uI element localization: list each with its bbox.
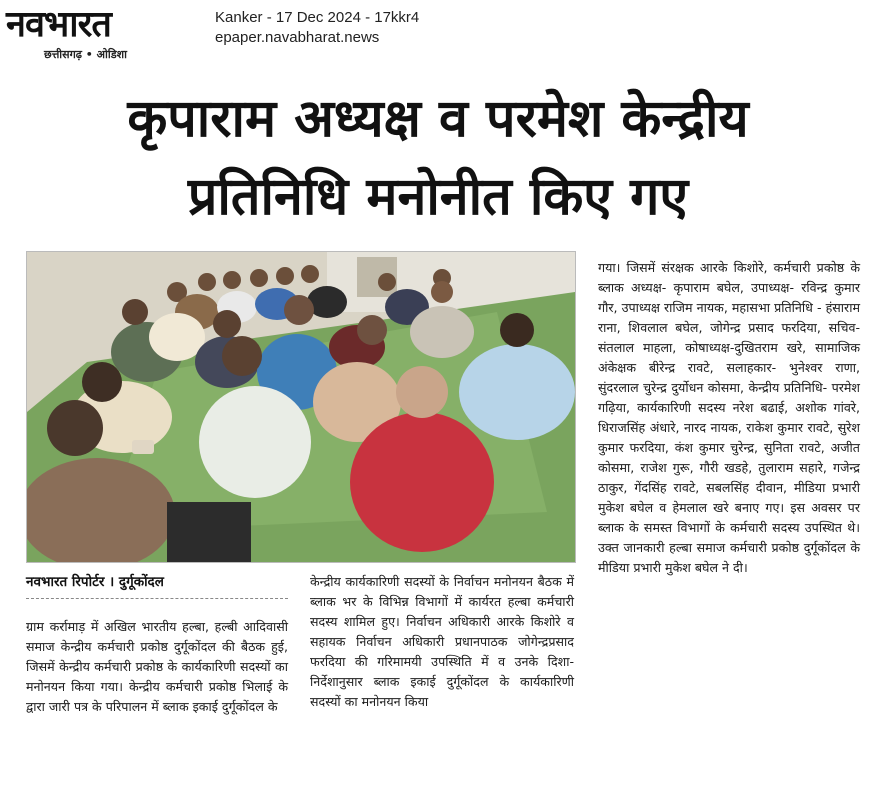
headline-line-2: प्रतिनिधि मनोनीत किए गए	[187, 167, 689, 227]
newspaper-logo	[6, 4, 198, 64]
byline-divider	[26, 598, 288, 599]
byline: नवभारत रिपोर्टर । दुर्गूकोंदल	[26, 574, 164, 590]
article-column-2: केन्द्रीय कार्यकारिणी सदस्यों के निर्वाचन मनोनयन बैठक में ब्लाक भर के विभिन्न विभागों में कार्यरत हल्बा कर्मचारी सदस्य शामिल हुए। निर्वाचन अधिकारी आरके किशोरे व सहायक निर्वाचन अधिकारी प्रधानपाठक जोगेन्द्रप्रसाद फरदिया की गरिमामयी उपस्थिति में व उनके दिशा-निर्देशानुसार ब्लाक इकाई दुर्गूकोंदल के कार्यकारिणी सदस्यों का मनोनयन किया	[310, 574, 574, 709]
logo-subtitle: छत्तीसगढ़ • ओडिशा	[44, 48, 127, 61]
epaper-site: epaper.navabharat.news	[215, 29, 380, 46]
masthead	[0, 0, 876, 70]
article-headline	[0, 80, 876, 236]
article-column-1: ग्राम कर्रामाड़ में अखिल भारतीय हल्बा, हल्बी आदिवासी समाज केन्द्रीय कर्मचारी प्रकोष्ठ दुर्गूकोंदल की बैठक हुई, जिसमें केन्द्रीय कर्मचारी प्रकोष्ठ के कार्यकारिणी सदस्यों का मनोनयन किया गया। केन्द्रीय कर्मचारी प्रकोष्ठ भिलाई के द्वारा जारी पत्र के परिपालन में ब्लाक इकाई दुर्गूकोंदल के	[26, 619, 288, 714]
edition-line: Kanker - 17 Dec 2024 - 17kkr4	[215, 9, 420, 26]
meeting-photo	[26, 251, 576, 563]
edition-info	[215, 8, 419, 48]
meeting-photo-illustration	[27, 252, 575, 562]
article-column-3: गया। जिसमें संरक्षक आरके किशोरे, कर्मचारी प्रकोष्ठ के ब्लाक अध्यक्ष- कृपाराम बघेल, उपाध्यक्ष- रविन्द्र कुमार गौर, उपाध्यक्ष राजिम नायक, महासभा प्रतिनिधि - हंसाराम राना, शिवलाल बघेल, जोगेन्द्र प्रसाद फरदिया, सचिव- संतलाल माहला, कोषाध्यक्ष-दुखितराम खरे, सामाजिक अंकेक्षक बीरेन्द्र रावटे, सलाहकार- भुनेश्वर राणा, सुंदरलाल चुरेन्द्र दुर्योधन कोसमा, केन्द्रीय प्रतिनिधि- परमेश गढ़िया, कार्यकारिणी सदस्य नरेश बढाई, अशोक गांवरे, धिराजसिंह अंधारे, नारद नायक, राकेश कुमार रावटे, सुरेश कुमार फरदिया, कंश कुमार चुरेन्द्र, सुनिता रावटे, अजीत कोसमा, राजेश गुरू, गौरी खडहे, तुलाराम सहारे, गजेन्द्र ठाकुर, गेंदसिंह रावटे, सबलसिंह दीवान, मीडिया प्रभारी मुकेश बघेल व हेमलाल खरे बनाए गए। इस अवसर पर ब्लाक के समस्त विभागों के कर्मचारी सदस्य उपस्थित थे। उक्त जानकारी हल्बा समाज कर्मचारी प्रकोष्ठ दुर्गूकोंदल के मीडिया प्रभारी मुकेश बघेल ने दी।	[598, 260, 860, 575]
logo-wordmark: नवभारत	[6, 4, 111, 45]
headline-line-1: कृपाराम अध्यक्ष व परमेश केन्द्रीय	[127, 89, 749, 149]
